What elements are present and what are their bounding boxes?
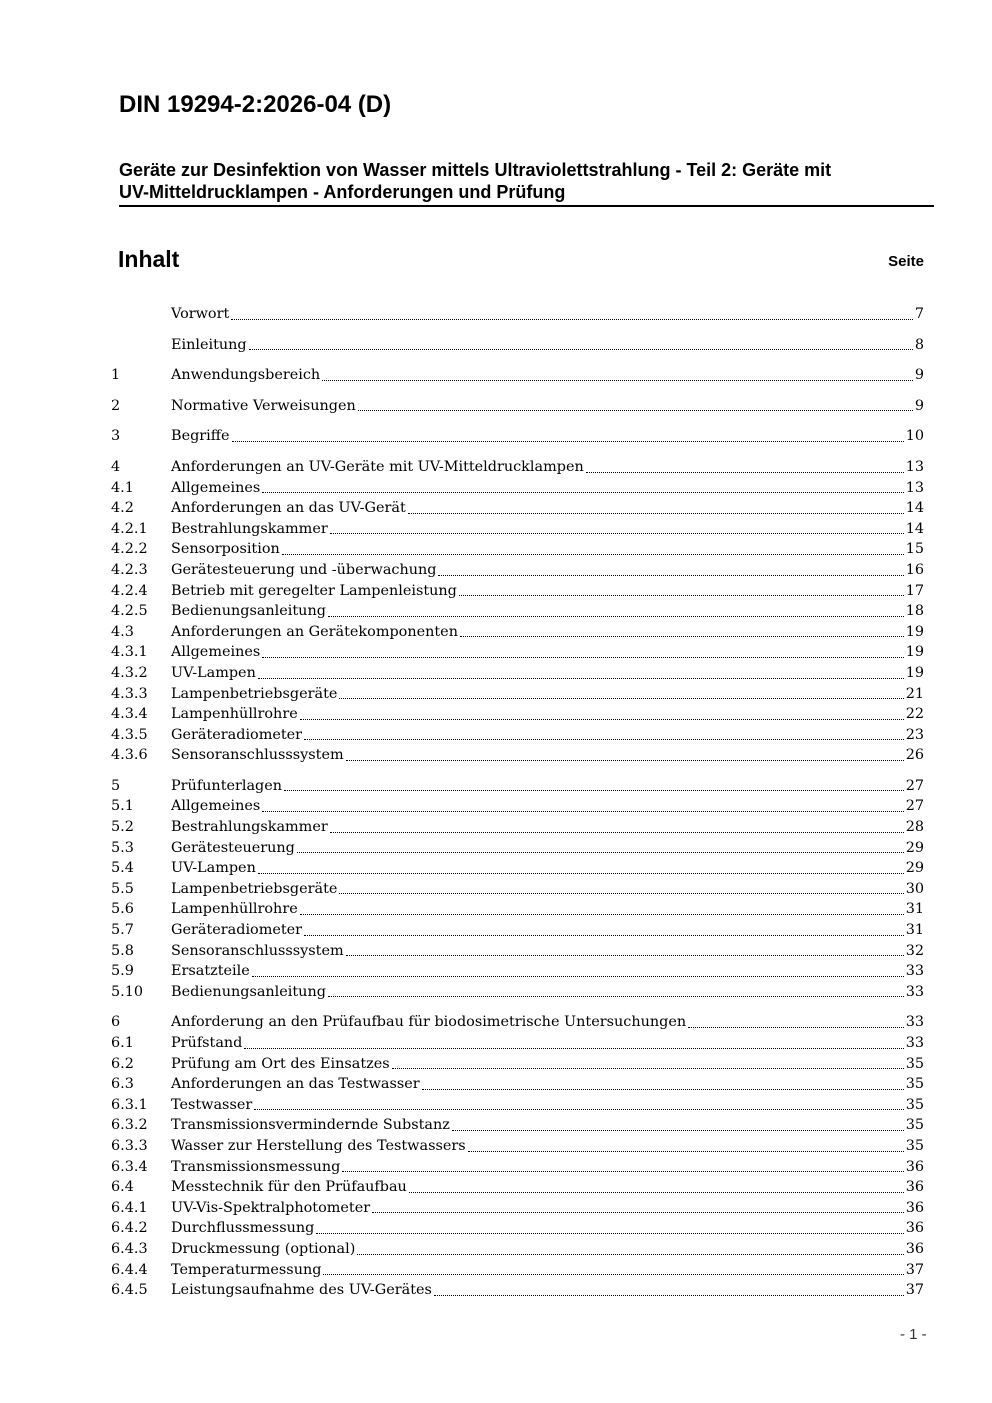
toc-entry[interactable]	[111, 1095, 924, 1116]
toc-entry-page: 14	[905, 520, 924, 537]
toc-entry-title: Anforderungen an UV-Geräte mit UV-Mitteldrucklampen	[171, 458, 584, 475]
toc-entry-title: Temperaturmessung	[171, 1261, 322, 1278]
toc-entry-page: 22	[905, 706, 924, 723]
toc-entry-page: 27	[905, 798, 924, 815]
toc-dot-leader	[392, 1068, 904, 1069]
page-number: - 1 -	[900, 1326, 927, 1343]
toc-entry-page: 27	[905, 777, 924, 794]
toc-entry-page: 35	[905, 1076, 924, 1093]
toc-dot-leader	[262, 811, 903, 812]
toc-dot-leader	[358, 410, 913, 411]
toc-entry-number: 5	[111, 777, 121, 794]
toc-entry-number: 4.3.6	[111, 747, 148, 764]
toc-entry-number: 6.2	[111, 1055, 134, 1072]
subtitle-line-2: UV-Mitteldrucklampen - Anforderungen und Prüfung	[119, 182, 566, 202]
toc-entry[interactable]	[111, 581, 924, 602]
toc-entry[interactable]	[111, 642, 924, 663]
toc-dot-leader	[452, 1130, 904, 1131]
toc-entry[interactable]	[111, 622, 924, 643]
toc-entry-number: 6.4.5	[111, 1282, 148, 1299]
toc-entry-page: 28	[905, 819, 924, 836]
document-subtitle	[119, 159, 934, 207]
toc-entry-title: Ersatzteile	[171, 963, 250, 980]
toc-entry-page: 16	[905, 561, 924, 578]
toc-entry[interactable]	[111, 1074, 924, 1095]
toc-entry[interactable]	[111, 1115, 924, 1136]
toc-dot-leader	[372, 1212, 904, 1213]
toc-entry-number: 4.3.4	[111, 706, 148, 723]
toc-entry-title: Druckmessung (optional)	[171, 1240, 356, 1257]
toc-dot-leader	[297, 852, 904, 853]
toc-entry[interactable]	[111, 941, 924, 962]
toc-entry[interactable]	[111, 396, 924, 417]
toc-entry-title: Transmissionsmessung	[171, 1158, 341, 1175]
toc-entry-page: 13	[905, 458, 924, 475]
toc-dot-leader	[688, 1027, 904, 1028]
toc-entry-title: Prüfung am Ort des Einsatzes	[171, 1055, 390, 1072]
toc-heading: Inhalt	[118, 246, 180, 272]
toc-entry[interactable]	[111, 858, 924, 879]
toc-entry[interactable]	[111, 304, 924, 325]
toc-entry[interactable]	[111, 1012, 924, 1033]
toc-entry-title: Anforderungen an das UV-Gerät	[171, 500, 406, 517]
toc-entry[interactable]	[111, 920, 924, 941]
toc-entry-number: 4.3.5	[111, 726, 148, 743]
toc-entry-title: Sensorposition	[171, 541, 280, 558]
toc-entry-number: 6	[111, 1014, 121, 1031]
toc-entry-title: Prüfunterlagen	[171, 777, 283, 794]
toc-entry[interactable]	[111, 1054, 924, 1075]
toc-entry-title: Bedienungsanleitung	[171, 983, 326, 1000]
toc-dot-leader	[339, 893, 903, 894]
toc-entry[interactable]	[111, 745, 924, 766]
toc-entry-page: 10	[905, 428, 924, 445]
toc-entry[interactable]	[111, 498, 924, 519]
toc-dot-leader	[357, 1254, 903, 1255]
toc-entry-title: Allgemeines	[171, 479, 261, 496]
toc-dot-leader	[300, 914, 904, 915]
toc-entry-page: 14	[905, 500, 924, 517]
toc-dot-leader	[304, 935, 904, 936]
toc-entry-title: Allgemeines	[171, 644, 261, 661]
toc-entry-page: 33	[905, 983, 924, 1000]
toc-entry-title: Lampenbetriebsgeräte	[171, 880, 338, 897]
toc-entry-page: 19	[905, 664, 924, 681]
toc-entry-number: 6.3.3	[111, 1137, 148, 1154]
table-of-contents	[111, 304, 924, 1301]
toc-entry-page: 17	[905, 582, 924, 599]
toc-entry-title: Geräteradiometer	[171, 726, 303, 743]
toc-dot-leader	[282, 554, 904, 555]
toc-entry-number: 5.9	[111, 963, 134, 980]
toc-dot-leader	[304, 739, 904, 740]
toc-entry[interactable]	[111, 1218, 924, 1239]
toc-entry[interactable]	[111, 1177, 924, 1198]
toc-entry-page: 31	[905, 901, 924, 918]
toc-dot-leader	[258, 678, 904, 679]
toc-dot-leader	[438, 575, 903, 576]
toc-entry-title: Einleitung	[171, 336, 247, 353]
toc-entry-title: Lampenhüllrohre	[171, 901, 298, 918]
toc-entry-number: 4.2	[111, 500, 134, 517]
toc-entry-page: 29	[905, 839, 924, 856]
toc-entry-page: 35	[905, 1137, 924, 1154]
toc-entry-number: 4.2.5	[111, 603, 148, 620]
toc-entry-number: 6.1	[111, 1035, 134, 1051]
toc-entry-page: 19	[905, 644, 924, 661]
toc-entry[interactable]	[111, 1239, 924, 1260]
toc-entry[interactable]	[111, 663, 924, 684]
toc-entry-number: 5.3	[111, 839, 134, 856]
toc-entry[interactable]	[111, 560, 924, 581]
toc-entry-number: 6.4.4	[111, 1261, 148, 1278]
toc-entry-page: 36	[905, 1199, 924, 1216]
toc-entry-number: 5.6	[111, 901, 134, 918]
toc-entry-page: 18	[905, 603, 924, 620]
toc-entry[interactable]	[111, 365, 924, 386]
toc-entry-title: Prüfstand	[171, 1035, 243, 1051]
toc-entry-title: UV-Lampen	[171, 664, 256, 681]
toc-entry-number: 4.3.3	[111, 685, 148, 702]
toc-entry-title: Wasser zur Herstellung des Testwassers	[171, 1137, 466, 1154]
toc-entry-number: 5.1	[111, 798, 134, 815]
toc-entry-number: 5.10	[111, 983, 144, 1000]
toc-dot-leader	[231, 319, 913, 320]
toc-entry-title: Gerätesteuerung und -überwachung	[171, 561, 437, 578]
toc-entry-title: Begriffe	[171, 428, 230, 445]
toc-entry-title: Lampenhüllrohre	[171, 706, 298, 723]
toc-entry[interactable]	[111, 1033, 924, 1054]
toc-entry[interactable]	[111, 961, 924, 982]
toc-entry[interactable]	[111, 776, 924, 797]
toc-entry-title: Lampenbetriebsgeräte	[171, 685, 338, 702]
toc-entry-page: 33	[905, 1014, 924, 1031]
toc-entry[interactable]	[111, 601, 924, 622]
toc-entry-page: 30	[905, 880, 924, 897]
toc-entry-number: 6.3	[111, 1076, 134, 1093]
toc-entry-number: 5.5	[111, 880, 134, 897]
toc-entry-page: 31	[905, 922, 924, 939]
toc-entry[interactable]	[111, 704, 924, 725]
toc-entry-title: Gerätesteuerung	[171, 839, 295, 856]
toc-entry[interactable]	[111, 478, 924, 499]
toc-dot-leader	[328, 996, 904, 997]
toc-dot-leader	[258, 873, 904, 874]
toc-entry-title: Geräteradiometer	[171, 922, 303, 939]
toc-dot-leader	[249, 349, 913, 350]
toc-entry-page: 37	[905, 1282, 924, 1299]
toc-dot-leader	[346, 760, 904, 761]
toc-entry-title: Bedienungsanleitung	[171, 603, 326, 620]
toc-entry-page: 37	[905, 1261, 924, 1278]
toc-dot-leader	[328, 616, 904, 617]
toc-entry-page: 21	[905, 685, 924, 702]
toc-entry-page: 7	[914, 306, 924, 322]
toc-entry[interactable]	[111, 426, 924, 447]
toc-entry-title: Vorwort	[171, 306, 230, 322]
toc-entry-title: Anforderungen an das Testwasser	[171, 1076, 420, 1093]
toc-entry[interactable]	[111, 684, 924, 705]
toc-dot-leader	[232, 441, 904, 442]
toc-entry-page: 19	[905, 623, 924, 640]
toc-entry-number: 6.3.4	[111, 1158, 148, 1175]
toc-entry-title: Testwasser	[171, 1096, 253, 1113]
toc-entry-page: 33	[905, 1035, 924, 1051]
toc-entry-page: 26	[905, 747, 924, 764]
toc-entry-number: 4.2.4	[111, 582, 148, 599]
toc-entry[interactable]	[111, 519, 924, 540]
toc-dot-leader	[323, 1274, 903, 1275]
toc-entry-page: 23	[905, 726, 924, 743]
toc-entry-page: 36	[905, 1240, 924, 1257]
toc-entry-title: Allgemeines	[171, 798, 261, 815]
toc-entry-title: Transmissionsvermindernde Substanz	[171, 1117, 450, 1134]
toc-dot-leader	[459, 595, 904, 596]
toc-entry-page: 9	[914, 367, 924, 384]
toc-entry-number: 6.3.1	[111, 1096, 148, 1113]
toc-entry-page: 35	[905, 1055, 924, 1072]
toc-entry[interactable]	[111, 899, 924, 920]
toc-entry[interactable]	[111, 879, 924, 900]
toc-entry-number: 4.1	[111, 479, 134, 496]
toc-entry-title: Anforderung an den Prüfaufbau für biodosimetrische Untersuchungen	[171, 1014, 687, 1031]
toc-entry-number: 5.8	[111, 942, 134, 959]
toc-entry-title: Normative Verweisungen	[171, 397, 356, 414]
toc-entry-number: 4	[111, 458, 121, 475]
toc-entry[interactable]	[111, 335, 924, 356]
toc-entry[interactable]	[111, 817, 924, 838]
toc-entry-number: 3	[111, 428, 121, 445]
toc-entry-title: UV-Vis-Spektralphotometer	[171, 1199, 371, 1216]
toc-entry-page: 32	[905, 942, 924, 959]
toc-dot-leader	[330, 533, 904, 534]
document-title: DIN 19294-2:2026-04 (D)	[119, 91, 392, 118]
toc-entry[interactable]	[111, 1157, 924, 1178]
toc-entry-number: 6.4.1	[111, 1199, 148, 1216]
toc-dot-leader	[339, 698, 903, 699]
toc-entry-title: Durchflussmessung	[171, 1220, 315, 1237]
toc-entry-page: 35	[905, 1117, 924, 1134]
toc-entry[interactable]	[111, 1198, 924, 1219]
toc-entry[interactable]	[111, 1260, 924, 1281]
toc-entry-title: Sensoranschlusssystem	[171, 942, 344, 959]
toc-entry-title: Sensoranschlusssystem	[171, 747, 344, 764]
toc-entry-title: UV-Lampen	[171, 860, 256, 877]
toc-dot-leader	[316, 1233, 903, 1234]
toc-entry-number: 6.4.2	[111, 1220, 148, 1237]
toc-entry-page: 8	[914, 336, 924, 353]
toc-entry[interactable]	[111, 1136, 924, 1157]
toc-entry-number: 4.3.2	[111, 664, 148, 681]
toc-entry-number: 6.4	[111, 1179, 134, 1196]
toc-entry-number: 2	[111, 397, 121, 414]
toc-entry-number: 4.2.1	[111, 520, 148, 537]
toc-entry-number: 5.7	[111, 922, 134, 939]
subtitle-line-1: Geräte zur Desinfektion von Wasser mittels Ultraviolettstrahlung - Teil 2: Geräte mit	[119, 160, 832, 180]
toc-dot-leader	[322, 380, 913, 381]
toc-entry-title: Anwendungsbereich	[171, 367, 321, 384]
toc-dot-leader	[244, 1048, 903, 1049]
toc-entry[interactable]	[111, 539, 924, 560]
toc-entry-number: 4.3.1	[111, 644, 148, 661]
toc-entry-page: 33	[905, 963, 924, 980]
toc-entry-page: 15	[905, 541, 924, 558]
toc-entry[interactable]	[111, 796, 924, 817]
toc-entry[interactable]	[111, 982, 924, 1003]
toc-entry-title: Bestrahlungskammer	[171, 819, 328, 836]
toc-dot-leader	[330, 832, 904, 833]
toc-entry-number: 5.4	[111, 860, 134, 877]
toc-dot-leader	[252, 976, 904, 977]
toc-entry-title: Messtechnik für den Prüfaufbau	[171, 1179, 407, 1196]
toc-entry-number: 6.3.2	[111, 1117, 148, 1134]
toc-entry-number: 4.3	[111, 623, 134, 640]
toc-dot-leader	[342, 1171, 903, 1172]
toc-entry-title: Bestrahlungskammer	[171, 520, 328, 537]
toc-entry-number: 4.2.2	[111, 541, 148, 558]
toc-dot-leader	[254, 1109, 903, 1110]
toc-entry-page: 13	[905, 479, 924, 496]
toc-entry-page: 9	[914, 397, 924, 414]
toc-entry[interactable]	[111, 725, 924, 746]
toc-entry-page: 36	[905, 1179, 924, 1196]
toc-dot-leader	[586, 472, 904, 473]
toc-dot-leader	[408, 513, 904, 514]
page-column-label: Seite	[888, 253, 924, 270]
toc-entry-number: 1	[111, 367, 121, 384]
toc-dot-leader	[262, 657, 903, 658]
toc-entry[interactable]	[111, 457, 924, 478]
toc-entry-page: 29	[905, 860, 924, 877]
toc-entry[interactable]	[111, 838, 924, 859]
toc-entry-page: 35	[905, 1096, 924, 1113]
toc-dot-leader	[422, 1089, 904, 1090]
toc-entry-title: Betrieb mit geregelter Lampenleistung	[171, 582, 457, 599]
toc-dot-leader	[346, 955, 904, 956]
toc-dot-leader	[262, 492, 903, 493]
toc-entry-number: 4.2.3	[111, 561, 148, 578]
toc-dot-leader	[460, 636, 904, 637]
toc-entry-number: 5.2	[111, 819, 134, 836]
toc-dot-leader	[434, 1295, 904, 1296]
toc-entry-page: 36	[905, 1158, 924, 1175]
toc-entry-number: 6.4.3	[111, 1240, 148, 1257]
toc-dot-leader	[284, 790, 904, 791]
toc-dot-leader	[468, 1151, 904, 1152]
toc-entry-page: 36	[905, 1220, 924, 1237]
toc-dot-leader	[409, 1192, 904, 1193]
toc-entry[interactable]	[111, 1280, 924, 1301]
toc-dot-leader	[300, 719, 904, 720]
toc-entry-title: Anforderungen an Gerätekomponenten	[171, 623, 458, 640]
toc-entry-title: Leistungsaufnahme des UV-Gerätes	[171, 1282, 432, 1299]
